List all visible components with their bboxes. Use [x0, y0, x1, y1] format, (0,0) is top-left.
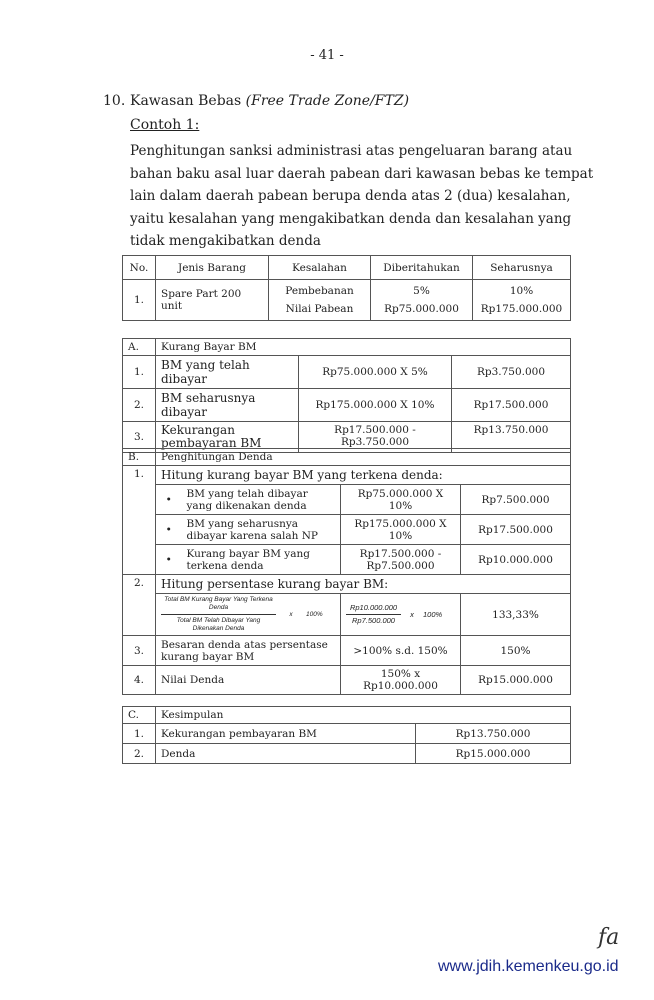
- declared-1: 5%: [413, 285, 430, 297]
- bullet-icon: •: [156, 545, 182, 575]
- calc-numerator: Rp10.000.000: [349, 603, 398, 612]
- header-declared: Diberitahukan: [371, 256, 473, 280]
- row-label: Kekurangan pembayaran BM: [156, 422, 299, 453]
- page-number: - 41 -: [310, 48, 344, 63]
- row-item: Spare Part 200 unit: [156, 280, 269, 321]
- should-2: Rp175.000.000: [480, 303, 563, 315]
- row-calc: Rp75.000.000 X 10%: [341, 485, 461, 515]
- paragraph-line: tidak mengakibatkan denda: [130, 233, 321, 249]
- paragraph-line: Penghitungan sanksi administrasi atas pengeluaran barang atau: [130, 143, 573, 159]
- section-title: Kurang Bayar BM: [156, 339, 571, 356]
- row-no: 2.: [123, 744, 156, 764]
- calc-fraction: [346, 604, 401, 625]
- times-sign: x: [410, 609, 414, 619]
- conclusion-table: [122, 706, 571, 764]
- paragraph-line: yaitu kesalahan yang mengakibatkan denda dan kesalahan yang: [130, 210, 572, 227]
- row-value: Rp17.500.000: [461, 515, 571, 545]
- goods-error-table: [122, 255, 571, 321]
- header-should: Seharusnya: [473, 256, 571, 280]
- row-label: BM seharusnya dibayar: [156, 389, 299, 422]
- row-calc: Rp175.000.000 X 10%: [299, 389, 452, 422]
- row-value: Rp15.000.000: [416, 744, 571, 764]
- row-label: BM yang seharusnya dibayar karena salah NP: [182, 515, 341, 545]
- section-title: Kesimpulan: [156, 707, 571, 724]
- table-row: [123, 666, 571, 695]
- table-row: [123, 636, 571, 666]
- row-value: Rp13.750.000: [416, 724, 571, 744]
- formula-numerator: Total BM Kurang Bayar Yang Terkena Denda: [164, 596, 273, 611]
- section-letter: A.: [123, 339, 156, 356]
- section-heading: [130, 93, 409, 109]
- calc-denominator: Rp7.500.000: [352, 616, 395, 625]
- signature-initials: fa: [598, 925, 620, 950]
- times-sign: x: [289, 610, 293, 618]
- header-item: Jenis Barang: [156, 256, 269, 280]
- row-calc: Rp17.500.000 - Rp7.500.000: [341, 545, 461, 575]
- bullet-icon: •: [156, 485, 182, 515]
- formula-cell: [156, 594, 341, 636]
- formula-row: [123, 594, 571, 636]
- row-value: 150%: [461, 636, 571, 666]
- step-no: 2.: [123, 575, 156, 636]
- paragraph-line: lain dalam daerah pabean berupa denda atas 2 (dua) kesalahan,: [130, 188, 571, 204]
- heading-title: Kawasan Bebas: [130, 93, 246, 109]
- row-no: 1.: [123, 280, 156, 321]
- row-label: Denda: [156, 744, 416, 764]
- table-row: [123, 515, 571, 545]
- section-number: 10.: [103, 93, 126, 109]
- formula-denominator: Total BM Telah Dibayar Yang Dikenakan Denda: [176, 617, 261, 632]
- row-calc: Rp17.500.000 - Rp3.750.000: [299, 422, 452, 453]
- footer-url[interactable]: www.jdih.kemenkeu.go.id: [438, 958, 619, 975]
- row-value: Rp17.500.000: [452, 389, 571, 422]
- step-no: 1.: [123, 466, 156, 575]
- header-error: Kesalahan: [269, 256, 371, 280]
- row-label: Kurang bayar BM yang terkena denda: [182, 545, 341, 575]
- table-row: [123, 724, 571, 744]
- row-declared: [371, 280, 473, 321]
- row-calc: 150% x Rp10.000.000: [341, 666, 461, 695]
- table-header-row: [123, 256, 571, 280]
- row-value: Rp3.750.000: [452, 356, 571, 389]
- section-letter: C.: [123, 707, 156, 724]
- row-value: Rp7.500.000: [461, 485, 571, 515]
- row-label: BM yang telah dibayar: [156, 356, 299, 389]
- should-1: 10%: [509, 285, 534, 297]
- header-no: No.: [123, 256, 156, 280]
- step-no: 3.: [123, 636, 156, 666]
- percent: 100%: [306, 610, 323, 618]
- row-calc: Rp175.000.000 X 10%: [341, 515, 461, 545]
- row-no: 3.: [123, 422, 156, 453]
- row-no: 1.: [123, 356, 156, 389]
- row-label: Nilai Denda: [156, 666, 341, 695]
- underpayment-table: [122, 338, 571, 453]
- row-errors: [269, 280, 371, 321]
- percent: 100%: [423, 609, 443, 619]
- row-should: [473, 280, 571, 321]
- error-1: Pembebanan: [285, 285, 354, 297]
- bullet-icon: •: [156, 515, 182, 545]
- declared-2: Rp75.000.000: [384, 303, 459, 315]
- table-row: [123, 485, 571, 515]
- row-label: BM yang telah dibayar yang dikenakan denda: [182, 485, 341, 515]
- row-label: Kekurangan pembayaran BM: [156, 724, 416, 744]
- paragraph-line: bahan baku asal luar daerah pabean dari kawasan bebas ke tempat: [130, 165, 594, 182]
- row-value: Rp10.000.000: [461, 545, 571, 575]
- table-row: [123, 545, 571, 575]
- heading-title-italic: (Free Trade Zone/FTZ): [245, 93, 410, 109]
- table-row: [123, 280, 571, 321]
- table-row: [123, 389, 571, 422]
- row-no: 2.: [123, 389, 156, 422]
- example-paragraph: [130, 140, 594, 253]
- section-letter: B.: [123, 449, 156, 466]
- formula-fraction: [161, 596, 276, 633]
- step-label: Hitung kurang bayar BM yang terkena denda:: [156, 466, 571, 485]
- table-row: [123, 744, 571, 764]
- step-label: Hitung persentase kurang bayar BM:: [156, 575, 571, 594]
- row-value: 133,33%: [461, 594, 571, 636]
- penalty-calculation-table: [122, 448, 571, 695]
- error-2: Nilai Pabean: [285, 303, 354, 315]
- row-calc: Rp75.000.000 X 5%: [299, 356, 452, 389]
- row-value: Rp15.000.000: [461, 666, 571, 695]
- row-value: Rp13.750.000: [452, 422, 571, 453]
- row-calc: >100% s.d. 150%: [341, 636, 461, 666]
- row-label: Besaran denda atas persentase kurang bayar BM: [156, 636, 341, 666]
- example-label: Contoh 1:: [130, 117, 200, 133]
- step-no: 4.: [123, 666, 156, 695]
- section-title: Penghitungan Denda: [156, 449, 571, 466]
- row-no: 1.: [123, 724, 156, 744]
- table-row: [123, 356, 571, 389]
- formula-calc-cell: [341, 594, 461, 636]
